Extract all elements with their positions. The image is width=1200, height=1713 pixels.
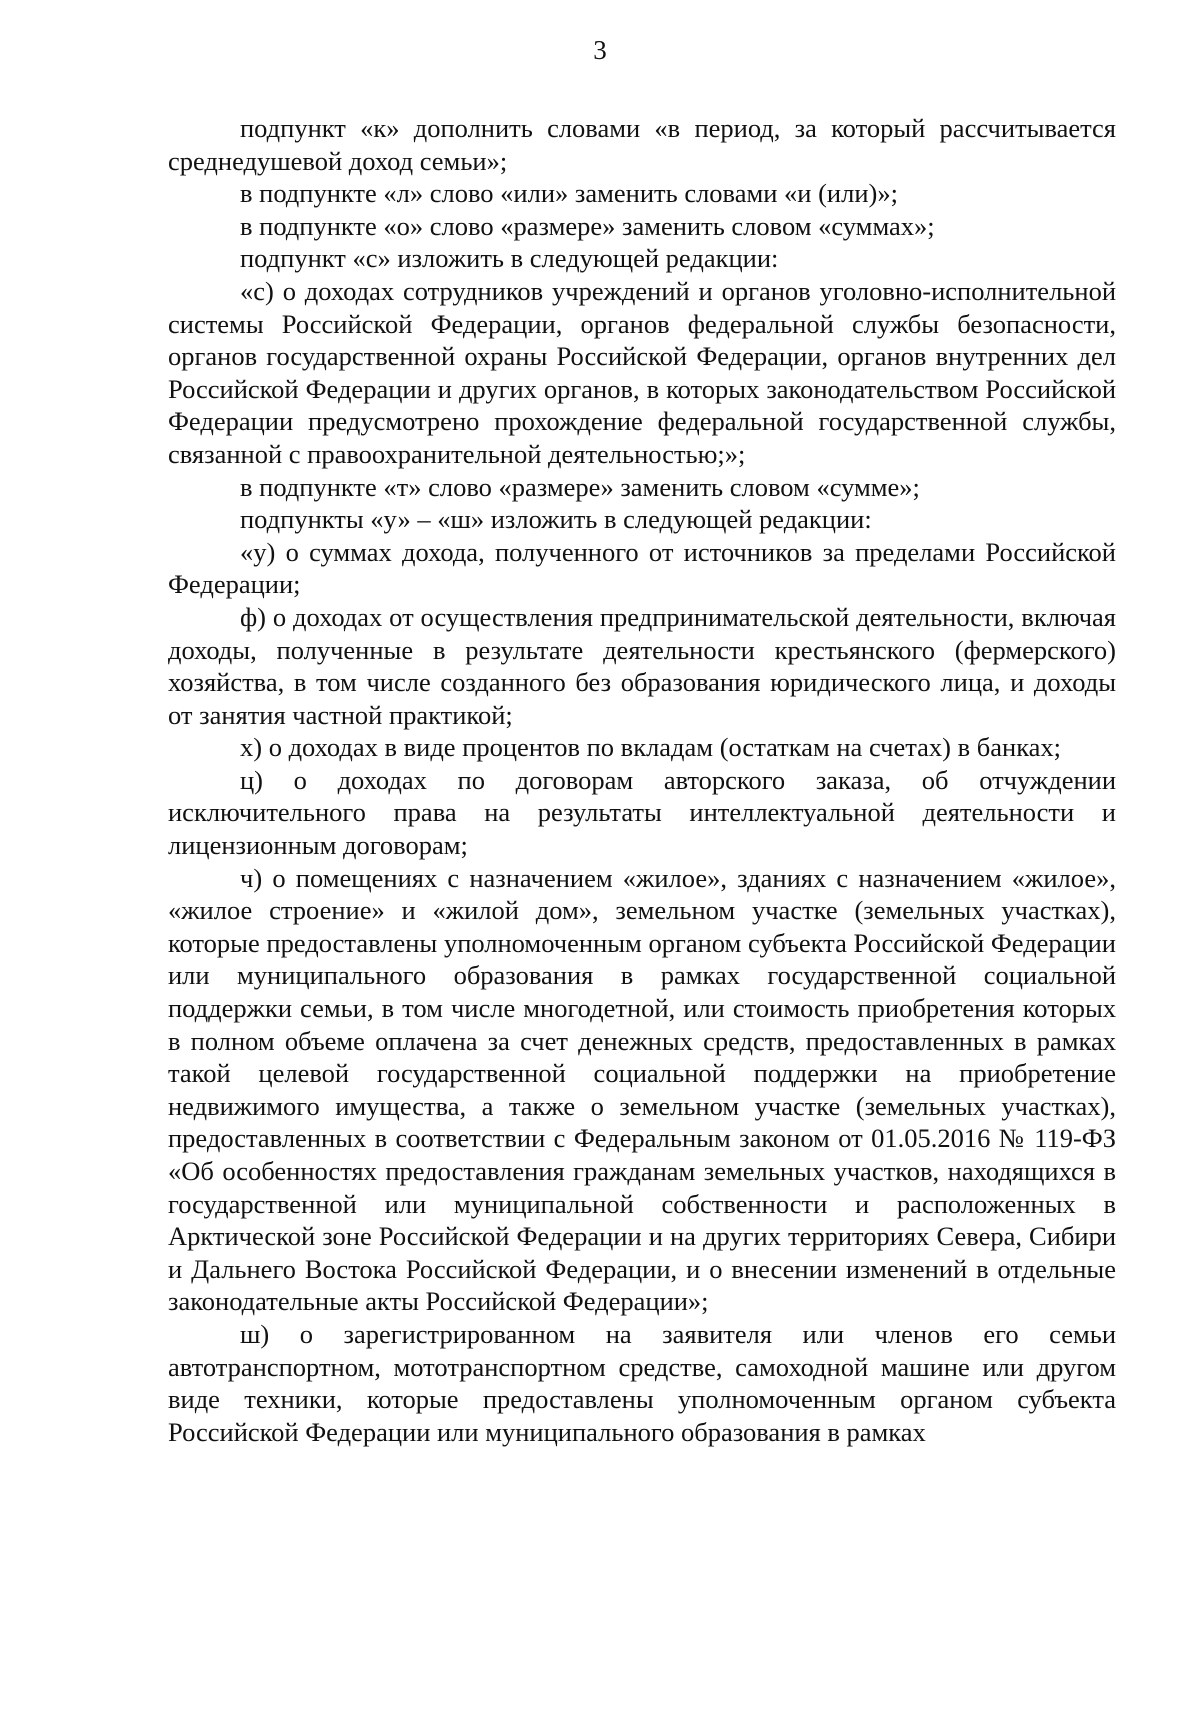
- paragraph-subpoint-f: ф) о доходах от осуществления предпринимательской деятельности, включая доходы, полученные в результате деятельности крестьянского (фермерского) хозяйства, в том числе созданного без образования юридического лица, и доходы от занятия частной практикой;: [168, 601, 1116, 730]
- paragraph-subpoint-t: в подпункте «т» слово «размере» заменить словом «сумме»;: [240, 471, 920, 502]
- paragraph-subpoint-u: «у) о суммах дохода, полученного от источников за пределами Российской Федерации;: [168, 536, 1116, 600]
- paragraph-subpoints-u-sh-intro: подпункты «у» – «ш» изложить в следующей редакции:: [240, 504, 872, 535]
- paragraph-subpoint-h: х) о доходах в виде процентов по вкладам (остаткам на счетах) в банках;: [240, 732, 1062, 763]
- page-number: 3: [593, 35, 607, 65]
- paragraph-subpoint-sh: ш) о зарегистрированном на заявителя или членов его семьи автотранспортном, мототранспортном средстве, самоходной машине или другом виде техники, которые предоставлены уполномоченным органом субъекта Российской Федерации или муниципального образования в рамках: [168, 1318, 1116, 1447]
- paragraph-subpoint-ch: ч) о помещениях с назначением «жилое», зданиях с назначением «жилое», «жилое строение» и «жилой дом», земельном участке (земельных участках), которые предоставлены уполномоченным органом субъекта Российской Федерации или муниципального образования в рамках государственной социальной поддержки семьи, в том числе многодетной, или стоимость приобретения которых в полном объеме оплачена за счет денежных средств, предоставленных в рамках такой целевой государственной социальной поддержки на приобретение недвижимого имущества, а также о земельном участке (земельных участках), предоставленных в соответствии с Федеральным законом от 01.05.2016 № 119-ФЗ «Об особенностях предоставления гражданам земельных участков, находящихся в государственной или муниципальной собственности и расположенных в Арктической зоне Российской Федерации и на других территориях Севера, Сибири и Дальнего Востока Российской Федерации, и о внесении изменений в отдельные законодательные акты Российской Федерации»;: [168, 862, 1116, 1317]
- paragraph-subpoint-l: в подпункте «л» слово «или» заменить словами «и (или)»;: [240, 178, 898, 209]
- paragraph-subpoint-k: подпункт «к» дополнить словами «в период, за который рассчитывается среднедушевой доход семьи»;: [168, 113, 1116, 176]
- paragraph-subpoint-o: в подпункте «о» слово «размере» заменить словом «суммах»;: [240, 210, 935, 241]
- document-body: [168, 112, 1116, 1448]
- paragraph-subpoint-s-intro: подпункт «с» изложить в следующей редакции:: [240, 243, 779, 274]
- paragraph-subpoint-ts: ц) о доходах по договорам авторского заказа, об отчуждении исключительного права на результаты интеллектуальной деятельности и лицензионным договорам;: [168, 764, 1116, 861]
- paragraph-subpoint-s-text: «с) о доходах сотрудников учреждений и органов уголовно-исполнительной системы Российской Федерации, органов федеральной службы безопасности, органов государственной охраны Российской Федерации, органов внутренних дел Российской Федерации и других органов, в которых законодательством Российской Федерации предусмотрено прохождение федеральной государственной службы, связанной с правоохранительной деятельностью;»;: [168, 275, 1116, 469]
